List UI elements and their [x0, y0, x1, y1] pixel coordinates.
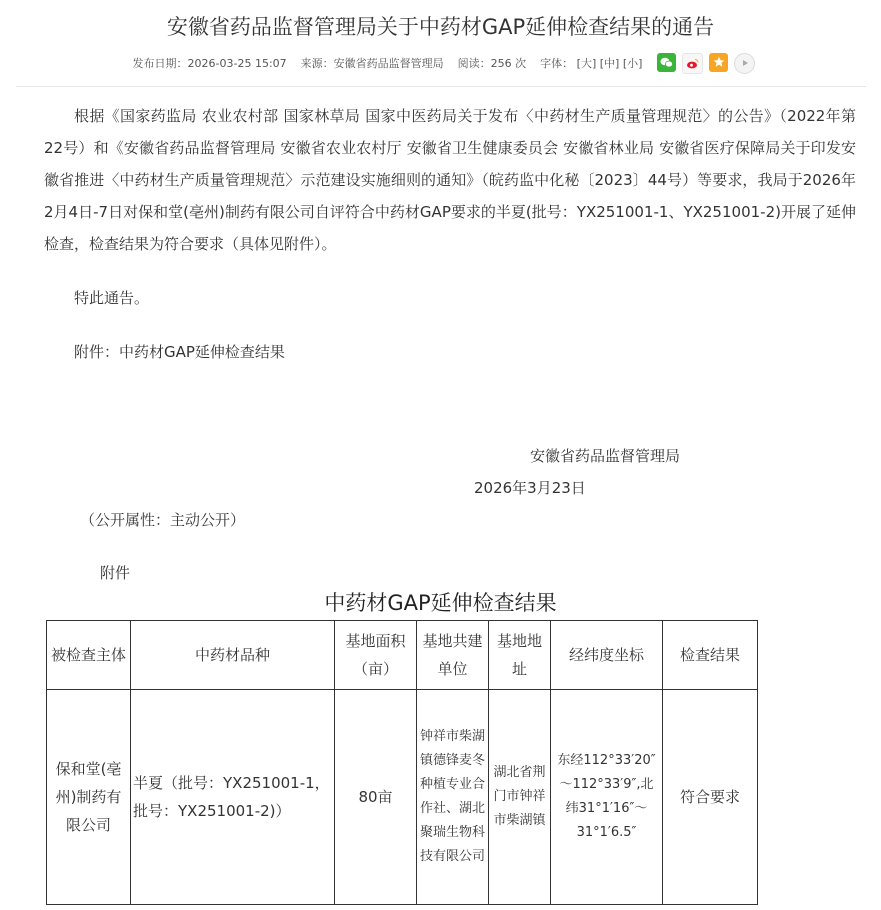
- font-small-link[interactable]: [小]: [622, 57, 643, 70]
- publish-label: 发布日期：: [132, 57, 188, 70]
- body-paragraph-attachment: 附件：中药材GAP延伸检查结果: [74, 343, 285, 361]
- table-cell-address: 湖北省荆门市钟祥市柴湖镇: [489, 690, 551, 905]
- qzone-share-icon[interactable]: [709, 53, 728, 72]
- font-large-link[interactable]: [大]: [576, 57, 597, 70]
- table-cell-coordinates: 东经112°33′20″～112°33′9″,北纬31°1′16″～31°1′6.5″: [551, 690, 663, 905]
- table-cell-partner: 钟祥市柴湖镇德锋麦冬种植专业合作社、湖北聚瑞生物科技有限公司: [417, 690, 489, 905]
- weibo-share-icon[interactable]: [682, 53, 703, 74]
- publish-info: [133, 55, 287, 71]
- source-label: 来源：: [300, 57, 334, 70]
- table-header-row: [47, 621, 758, 690]
- body-paragraph-main: 根据《国家药监局 农业农村部 国家林草局 国家中医药局关于发布〈中药材生产质量管理规范〉的公告》（2022年第22号）和《安徽省药品监督管理局 安徽省农业农村厅 安徽省卫生健康委员会 安徽省林业局 安徽省医疗保障局关于印发安徽省推进〈中药材生产质量管理规范〉示范建设实施细则的通知》（皖药监中化秘〔2023〕44号）等要求，我局于2026年2月4日-7日对保和堂(亳州)制药有限公司自评符合中药材GAP要求的半夏(批号：YX251001-1、YX251001-2)开展了延伸检查，检查结果为符合要求（具体见附件）。: [44, 107, 856, 253]
- source-info: [301, 55, 444, 71]
- result-table: [46, 620, 758, 905]
- table-cell-result: 符合要求: [663, 690, 758, 905]
- body-paragraph-notice: 特此通告。: [74, 289, 150, 307]
- public-attribute: （公开属性：主动公开）: [80, 511, 246, 529]
- font-medium-link[interactable]: [中]: [599, 57, 620, 70]
- header-cell: 经纬度坐标: [551, 621, 663, 690]
- publish-date: 2026-03-25 15:07: [187, 57, 287, 70]
- font-label: 字体：: [540, 57, 574, 70]
- signature-date: 2026年3月23日: [474, 479, 586, 497]
- header-divider: [16, 86, 866, 87]
- attachment-label: 附件: [100, 564, 131, 582]
- views-count: 256 次: [490, 57, 527, 70]
- table-row: [47, 690, 758, 905]
- more-share-icon[interactable]: [734, 53, 755, 74]
- font-size-controls: [540, 55, 642, 71]
- header-cell: 被检查主体: [47, 621, 131, 690]
- header-cell: 检查结果: [663, 621, 758, 690]
- source-name: 安徽省药品监督管理局: [333, 57, 444, 70]
- share-bar: [657, 53, 755, 74]
- table-cell-subject: 保和堂(亳州)制药有限公司: [47, 690, 131, 905]
- views-label: 阅读：: [457, 57, 491, 70]
- table-cell-variety: 半夏（批号：YX251001-1，批号：YX251001-2)）: [131, 690, 335, 905]
- page-title: 安徽省药品监督管理局关于中药材GAP延伸检查结果的通告: [166, 15, 715, 39]
- header-cell: 基地地址: [489, 621, 551, 690]
- header-cell: 基地共建单位: [417, 621, 489, 690]
- header-cell: 中药材品种: [131, 621, 335, 690]
- table-cell-area: 80亩: [335, 690, 417, 905]
- table-title: 中药材GAP延伸检查结果: [324, 591, 557, 615]
- signature-org: 安徽省药品监督管理局: [530, 447, 681, 465]
- article-body: [44, 100, 856, 368]
- header-cell: 基地面积（亩）: [335, 621, 417, 690]
- wechat-share-icon[interactable]: [657, 53, 676, 72]
- article-meta: [0, 52, 881, 74]
- views-info: [458, 55, 527, 71]
